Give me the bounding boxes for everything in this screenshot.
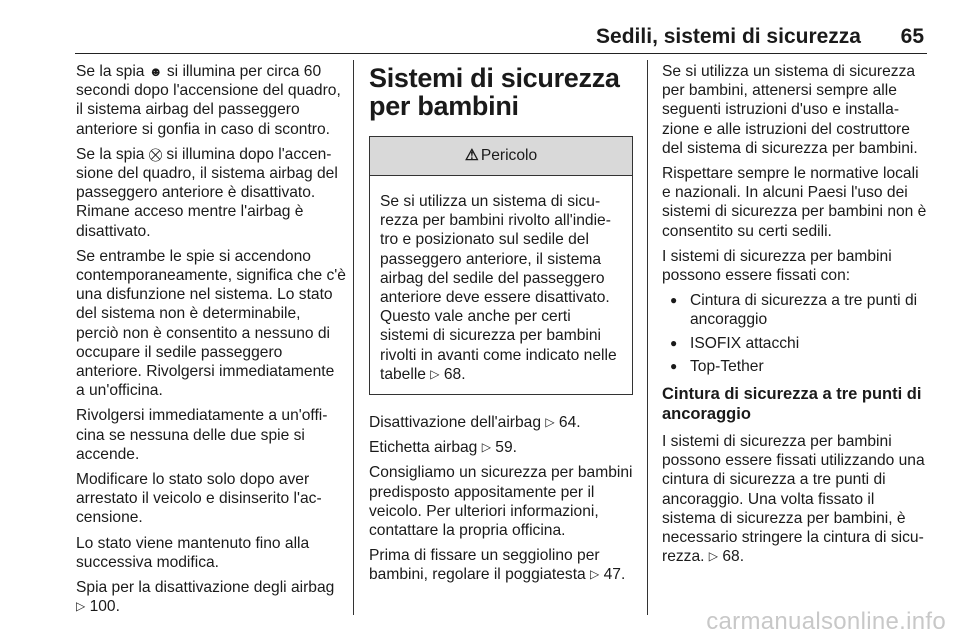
page-ref-arrow-icon: ▷: [708, 549, 719, 564]
chapter-heading: Sistemi di sicurezza per bambini: [369, 63, 620, 121]
paragraph: Disattivazione dell'airbag ▷ 64.: [369, 414, 581, 432]
page-ref-arrow-icon: ▷: [76, 599, 86, 614]
page-ref[interactable]: 68.: [722, 548, 745, 566]
paragraph: I sistemi di sicurezza per bambini possono essere fissati con:: [662, 247, 892, 285]
paragraph: Lo stato viene mantenuto fino alla successiva modifica.: [76, 534, 310, 571]
paragraph: Se la spia ☻ si illumina per circa 60 secondi dopo l'accensione del quadro, il sistema airbag del passeggero anteriore si gonfia in caso di scontro.: [76, 63, 341, 138]
paragraph: Prima di fissare un seggiolino per bambini, regolare il poggiatesta ▷ 47.: [369, 547, 626, 584]
page-header: [75, 0, 927, 56]
warning-header: ⚠ Pericolo: [370, 137, 632, 176]
page-ref-arrow-icon: ▷: [545, 415, 555, 430]
page-ref-arrow-icon: ▷: [430, 366, 440, 381]
paragraph: Spia per la disattivazione degli airbag ▷ 100.: [76, 579, 335, 616]
warning-box: [369, 136, 633, 395]
bullet-list: [662, 291, 928, 376]
column-divider-2: [647, 60, 648, 615]
page-ref[interactable]: 47.: [603, 566, 626, 584]
paragraph: I sistemi di sicurezza per bambini possono essere fissati utilizzando una cintura di sicurezza a tre punti di ancoraggio. Una volta fissato il sistema di sicurezza per bambini, è necessario stringere la cintura di sicurezza. ▷ 68.: [662, 433, 925, 566]
page-ref[interactable]: 64.: [558, 414, 581, 432]
column-left: [76, 62, 346, 622]
warning-triangle-icon: ⚠: [464, 147, 479, 165]
page-ref-arrow-icon: ▷: [481, 440, 491, 455]
warning-body: Se si utilizza un sistema di sicurezza per bambini rivolto all'indietro e posizionato sul sedile del passeggero anteriore, il sistema airbag del sedile del passeggero anteriore deve essere disattivato. Questo vale anche per certi sistemi di sicurezza per bambini rivolti in avanti come indicato nelle tabelle ▷ 68.: [380, 193, 617, 383]
paragraph: Se si utilizza un sistema di sicurezza per bambini, attenersi sempre alle seguenti istruzioni d'uso e installazione e alle istruzioni del costruttore del sistema di sicurezza per bambini.: [662, 63, 918, 157]
paragraph: Modificare lo stato solo dopo aver arrestato il veicolo e disinserito l'accensione.: [76, 471, 322, 527]
column-divider-1: [353, 60, 354, 615]
paragraph: Se entrambe le spie si accendono contemporaneamente, significa che c'è una disfunzione nel sistema. Lo stato del sistema non è determinabile, perciò non è consentito a nessuno di occupare il sedile passeggero anteriore. Rivolgersi immediatamente a un'officina.: [76, 247, 346, 400]
airbag-on-indicator-icon: ☻: [148, 64, 163, 79]
list-item: ● Cintura di sicurezza a tre punti di ancoraggio: [662, 291, 928, 329]
page-ref[interactable]: 59.: [495, 439, 517, 457]
page-ref-arrow-icon: ▷: [590, 567, 600, 582]
list-item: ● ISOFIX attacchi: [662, 334, 928, 353]
paragraph: Rivolgersi immediatamente a un'officina se nessuna delle due spie si accende.: [76, 407, 328, 463]
header-rule: [75, 53, 927, 54]
column-right: [662, 62, 928, 572]
page-ref[interactable]: 68.: [443, 365, 466, 383]
paragraph: Consigliamo un sicurezza per bambini predisposto appositamente per il veicolo. Per ulteriori informazioni, contattare la propria officina.: [369, 464, 633, 540]
airbag-off-indicator-icon: ⛒: [148, 146, 163, 162]
sub-heading: Cintura di sicurezza a tre punti di ancoraggio: [662, 385, 922, 424]
watermark: carmanualsonline.info: [706, 608, 946, 635]
page-ref[interactable]: 100.: [89, 598, 120, 616]
paragraph: Etichetta airbag ▷ 59.: [369, 439, 517, 457]
list-item: ● Top-Tether: [662, 357, 928, 376]
column-middle: [369, 64, 635, 591]
section-title: Sedili, sistemi di sicurezza: [596, 25, 861, 48]
paragraph: Se la spia ⛒ si illumina dopo l'accensione del quadro, il sistema airbag del passeggero anteriore è disattivato. Rimane acceso mentre l'airbag è disattivato.: [76, 145, 338, 240]
paragraph: Rispettare sempre le normative locali e nazionali. In alcuni Paesi l'uso dei sistemi di sicurezza per bambini non è consentito su certi sedili.: [662, 165, 927, 240]
page-number: 65: [900, 25, 924, 48]
